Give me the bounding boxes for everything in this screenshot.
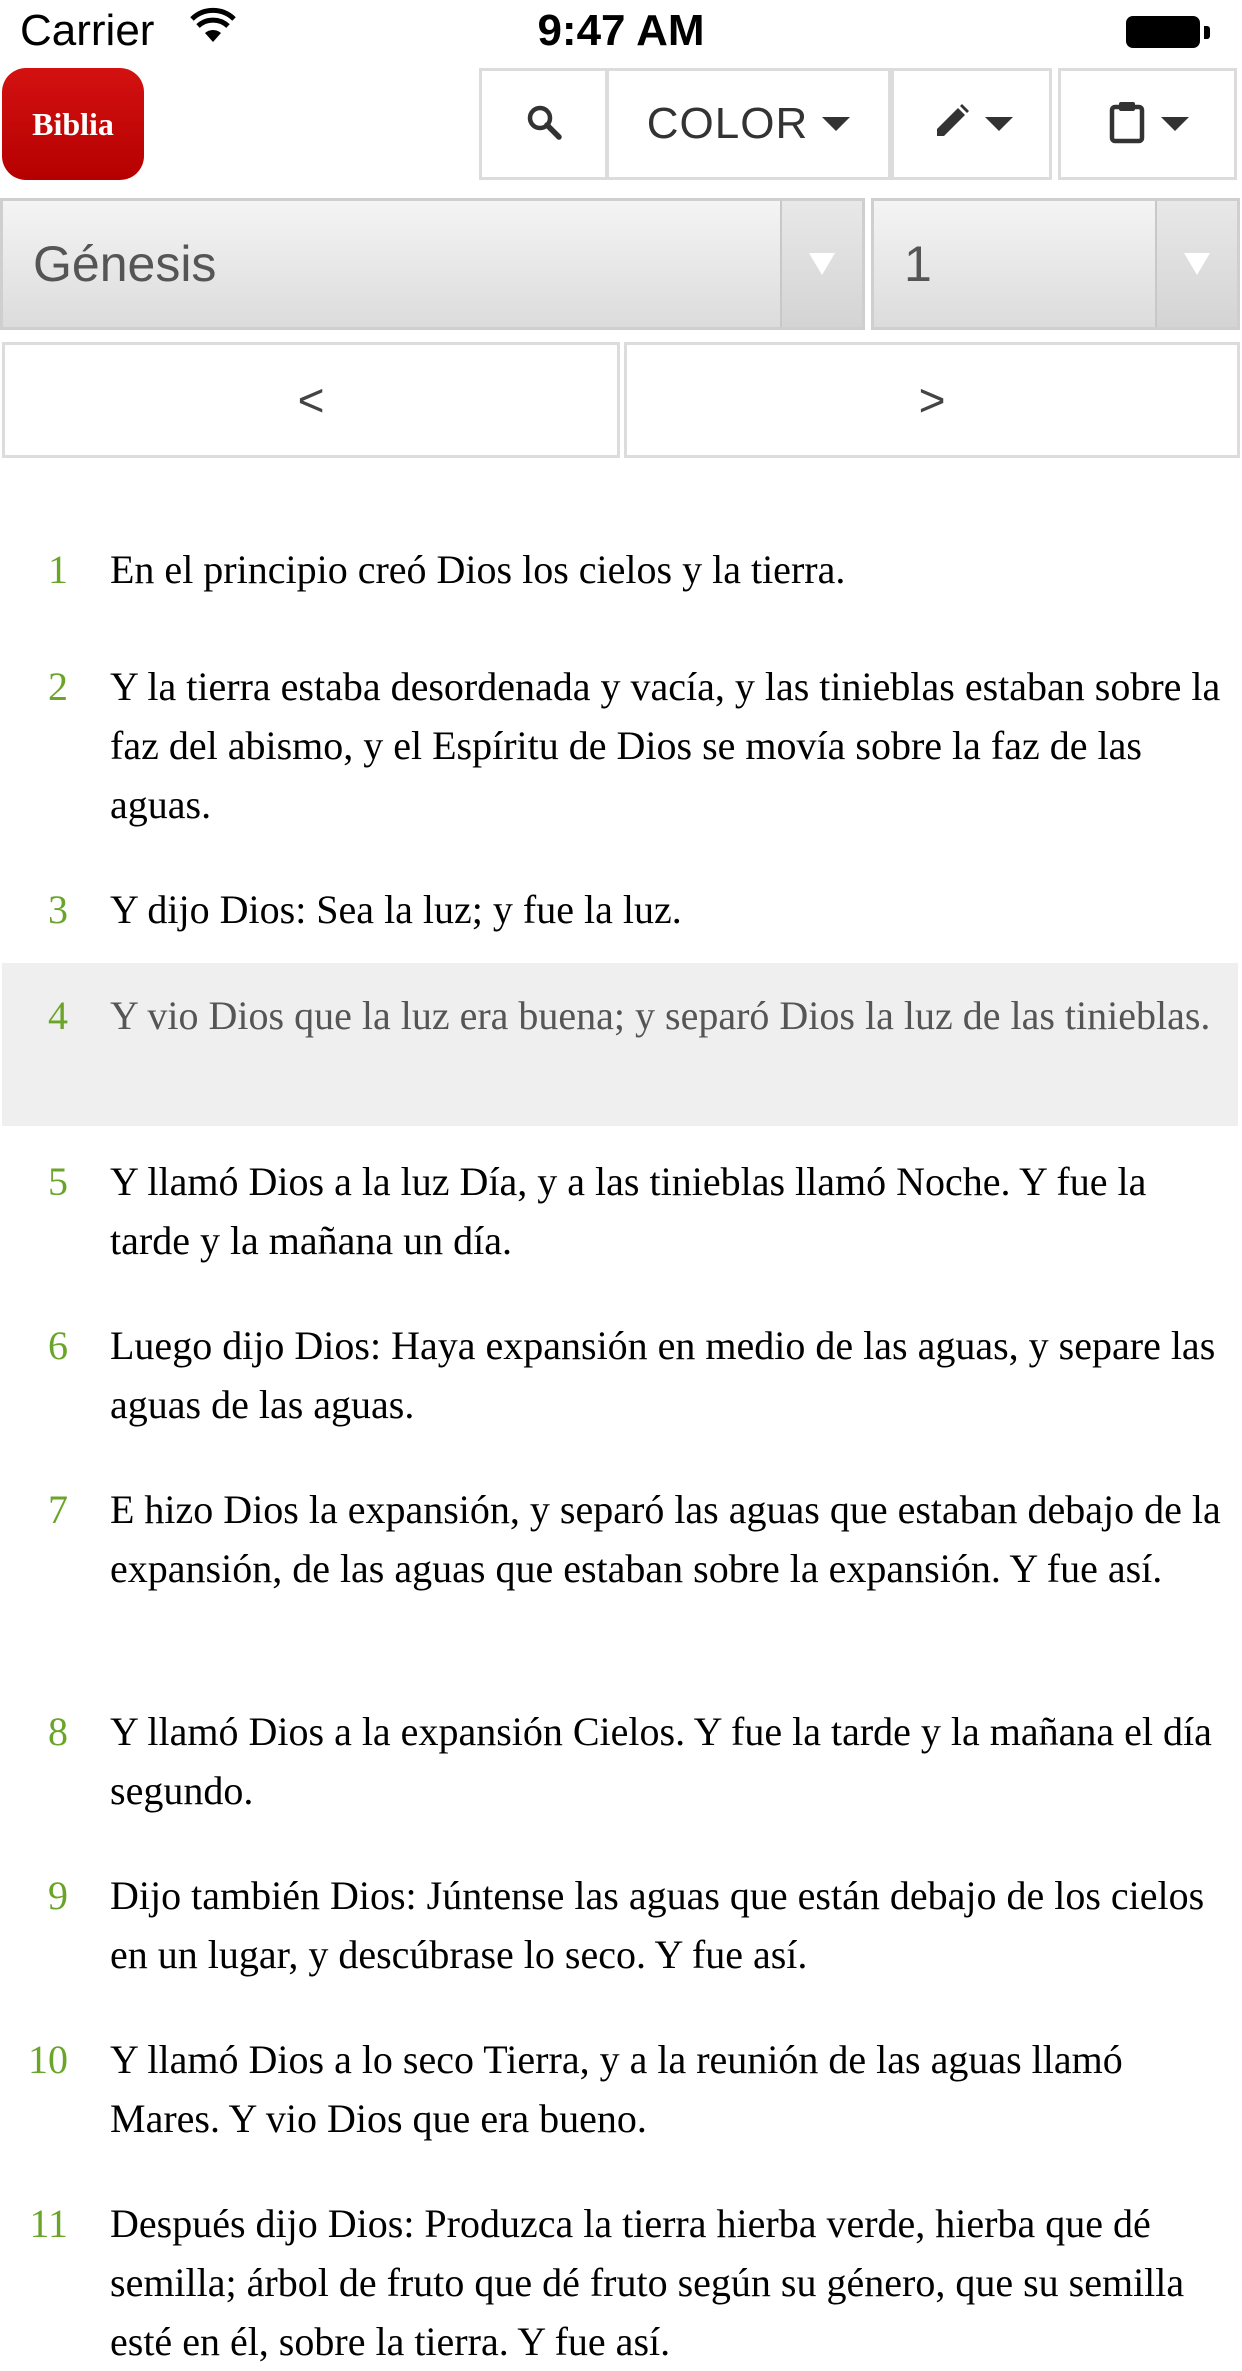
chevron-down-icon	[822, 117, 850, 131]
battery-icon	[1126, 16, 1210, 56]
verse-number: 11	[29, 2201, 68, 2246]
pencil-icon	[931, 102, 971, 147]
clock: 9:47 AM	[537, 6, 705, 55]
verse-number: 3	[48, 887, 68, 932]
verse-item[interactable]	[2, 647, 1238, 827]
verse-number: 7	[48, 1487, 68, 1532]
verse-number: 1	[48, 547, 68, 592]
next-chapter-button[interactable]: >	[624, 342, 1240, 458]
book-select-value: Génesis	[33, 236, 217, 292]
verse-item[interactable]	[2, 1306, 1238, 1426]
chevron-down-icon	[985, 117, 1013, 131]
verse-text: Y la tierra estaba desordenada y vacía, y las tinieblas estaban sobre la faz del abismo, y el Espíritu de Dios se movía sobre la faz de las aguas.	[110, 664, 1221, 827]
search-button[interactable]	[479, 68, 608, 180]
verse-text: En el principio creó Dios los cielos y la tierra.	[110, 547, 846, 592]
verse-item[interactable]	[2, 1142, 1238, 1262]
carrier-label: Carrier	[20, 6, 155, 55]
previous-chapter-button[interactable]: <	[2, 342, 620, 458]
verse-item[interactable]	[2, 2184, 1238, 2364]
color-label: COLOR	[646, 99, 809, 148]
app-logo[interactable]: Biblia	[2, 68, 144, 180]
status-bar	[0, 0, 1242, 66]
verse-number: 5	[48, 1159, 68, 1204]
book-select[interactable]	[0, 198, 865, 330]
verse-item-highlighted[interactable]	[2, 963, 1238, 1126]
verse-item[interactable]	[2, 2020, 1238, 2140]
verse-text: E hizo Dios la expansión, y separó las aguas que estaban debajo de la expansión, de las aguas que estaban sobre la expansión. Y fue así.	[110, 1487, 1221, 1591]
dropdown-arrow-icon	[780, 201, 862, 327]
verse-text: Y llamó Dios a la luz Día, y a las tinieblas llamó Noche. Y fue la tarde y la mañana un día.	[110, 1159, 1147, 1263]
clipboard-dropdown-button[interactable]	[1058, 68, 1237, 180]
verse-text: Y llamó Dios a lo seco Tierra, y a la reunión de las aguas llamó Mares. Y vio Dios que era bueno.	[110, 2037, 1123, 2141]
verse-number: 10	[28, 2037, 68, 2082]
edit-dropdown-button[interactable]	[891, 68, 1052, 180]
chevron-down-icon	[1161, 117, 1189, 131]
chapter-select-value: 1	[904, 236, 932, 292]
verse-text: Dijo también Dios: Júntense las aguas que están debajo de los cielos en un lugar, y descúbrase lo seco. Y fue así.	[110, 1873, 1205, 1977]
verse-number: 8	[48, 1709, 68, 1754]
verse-item[interactable]	[2, 530, 1238, 610]
search-icon	[525, 103, 563, 146]
clipboard-icon	[1107, 100, 1147, 149]
verse-item[interactable]	[2, 870, 1238, 950]
verse-item[interactable]	[2, 1856, 1238, 1976]
verse-number: 2	[48, 664, 68, 709]
verse-item[interactable]	[2, 1692, 1238, 1812]
chapter-select[interactable]	[871, 198, 1240, 330]
verse-item[interactable]	[2, 1470, 1238, 1650]
dropdown-arrow-icon	[1155, 201, 1237, 327]
verse-text: Luego dijo Dios: Haya expansión en medio de las aguas, y separe las aguas de las aguas.	[110, 1323, 1216, 1427]
verse-number: 9	[48, 1873, 68, 1918]
verse-number: 6	[48, 1323, 68, 1368]
verse-text: Después dijo Dios: Produzca la tierra hierba verde, hierba que dé semilla; árbol de fruto que dé fruto según su género, que su semilla esté en él, sobre la tierra. Y fue así.	[110, 2201, 1185, 2364]
verse-text: Y llamó Dios a la expansión Cielos. Y fue la tarde y la mañana el día segundo.	[110, 1709, 1212, 1813]
verse-number: 4	[48, 993, 68, 1038]
color-dropdown-button[interactable]	[606, 68, 891, 180]
verse-text: Y vio Dios que la luz era buena; y separó Dios la luz de las tinieblas.	[110, 993, 1211, 1038]
verse-text: Y dijo Dios: Sea la luz; y fue la luz.	[110, 887, 682, 932]
